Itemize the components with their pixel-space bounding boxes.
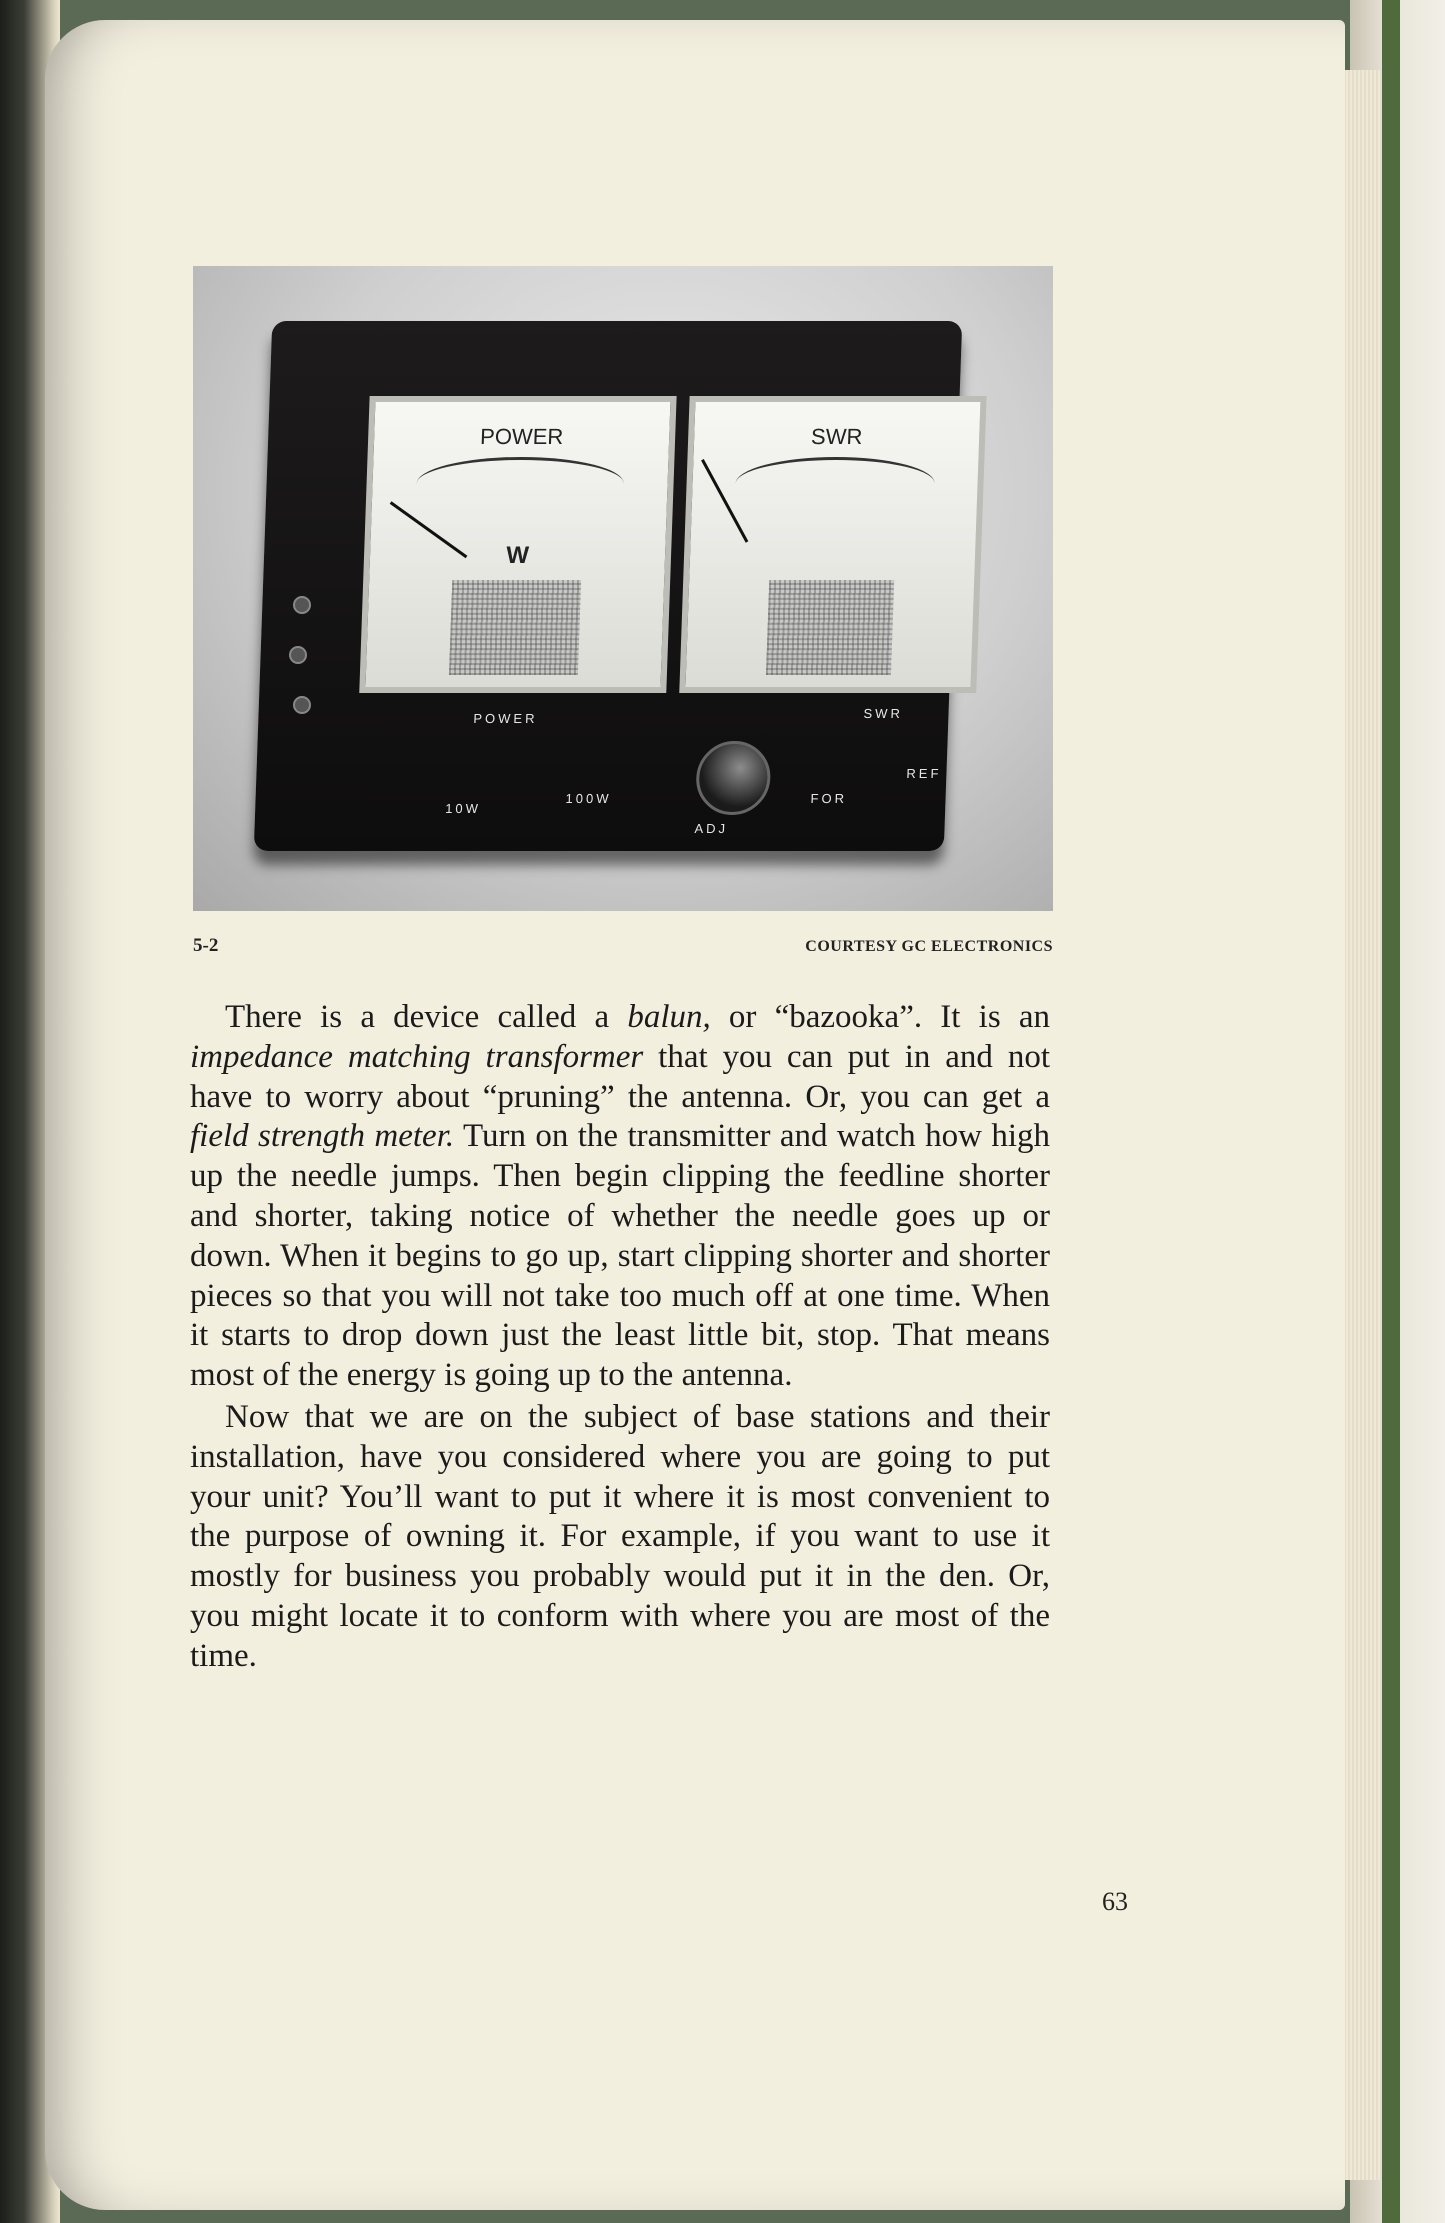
adj-label: ADJ <box>694 821 729 836</box>
switch-10w-label: 10W <box>444 801 482 816</box>
power-meter-label: POWER <box>479 424 564 449</box>
italic-run: field strength meter. <box>190 1118 455 1155</box>
switch-100w-label: 100W <box>565 791 612 806</box>
adj-knob <box>695 741 772 815</box>
text-run: or “bazooka”. It is an <box>710 999 1050 1035</box>
panel-power-label: POWER <box>473 711 538 726</box>
page-number: 63 <box>1102 1887 1128 1916</box>
swr-meter-scale <box>734 457 935 510</box>
swr-meter-mesh <box>766 580 895 675</box>
italic-run: balun, <box>627 999 711 1035</box>
paragraph <box>190 998 1050 1396</box>
body-text <box>190 998 1050 1677</box>
paragraph <box>190 1398 1050 1677</box>
book-spine-edge <box>1382 0 1400 2223</box>
power-meter <box>359 396 676 693</box>
ref-label: REF <box>906 766 942 781</box>
swr-meter-label: SWR <box>810 424 863 449</box>
swr-meter-cabinet <box>254 321 963 851</box>
figure-credit: COURTESY GC ELECTRONICS <box>805 938 1053 955</box>
side-screw <box>293 696 311 714</box>
power-meter-unit: W <box>505 542 530 569</box>
text-run: Turn on the transmitter and watch how high up the needle jumps. Then begin clipping the feedline shorter and shorter, taking notice of whether the needle goes up or down. When it begins to go up, start clipping shorter and shorter pieces so that you will not take too much off at one time. When it starts to drop down just the least little bit, stop. That means most of the energy is going up to the antenna. <box>190 1118 1050 1394</box>
text-run: Now that we are on the subject of base stations and their installation, have you considered where you are going to put your unit? You’ll want to put it where it is most convenient to the purpose of owning it. For example, if you want to use it mostly for business you probably would put it in the den. Or, you might locate it to conform with where you are most of the time. <box>190 1398 1050 1674</box>
figure-photo <box>193 266 1053 911</box>
figure-number: 5-2 <box>193 935 219 956</box>
text-run: that you can put in and not have to worry about “pruning” the antenna. Or, you can get a <box>190 1038 1050 1115</box>
power-meter-scale <box>416 457 624 510</box>
side-screw <box>293 596 311 614</box>
panel-swr-label: SWR <box>863 706 904 721</box>
italic-run: impedance matching transformer <box>190 1038 644 1075</box>
text-run: There is a device called a <box>225 999 628 1035</box>
for-label: FOR <box>810 791 848 806</box>
side-screw <box>289 646 307 664</box>
swr-meter <box>679 396 986 693</box>
power-meter-mesh <box>448 580 581 675</box>
